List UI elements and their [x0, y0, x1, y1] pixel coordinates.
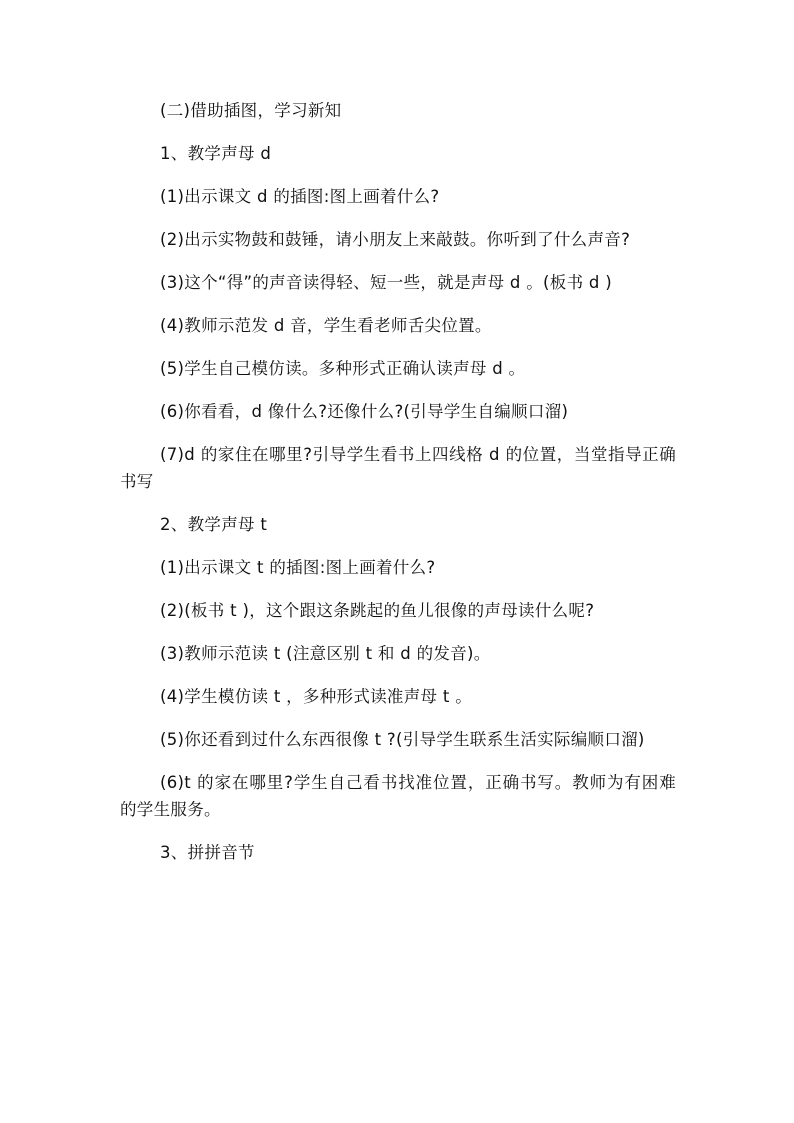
paragraph: (3)这个“得”的声音读得轻、短一些，就是声母 d 。(板书 d ) [160, 273, 612, 292]
document-body [120, 97, 676, 882]
paragraph: (6)t 的家在哪里?学生自己看书找准位置，正确书写。教师为有困难的学生服务。 [120, 773, 676, 819]
paragraph: (7)d 的家住在哪里?引导学生看书上四线格 d 的位置，当堂指导正确书写 [120, 445, 676, 491]
paragraph: (4)教师示范发 d 音，学生看老师舌尖位置。 [160, 316, 492, 335]
paragraph: (2)出示实物鼓和鼓锤，请小朋友上来敲鼓。你听到了什么声音? [160, 230, 631, 249]
paragraph: (5)你还看到过什么东西很像 t ?(引导学生联系生活实际编顺口溜) [160, 730, 645, 749]
paragraph: (6)你看看，d 像什么?还像什么?(引导学生自编顺口溜) [160, 402, 569, 421]
paragraph: (2)(板书 t )，这个跟这条跳起的鱼儿很像的声母读什么呢? [160, 601, 595, 620]
subsection-heading: 1、教学声母 d [160, 144, 272, 163]
section-heading: (二)借助插图，学习新知 [160, 101, 342, 120]
paragraph: (1)出示课文 d 的插图:图上画着什么? [160, 187, 440, 206]
paragraph: (1)出示课文 t 的插图:图上画着什么? [160, 558, 436, 577]
subsection-heading: 3、拼拼音节 [160, 843, 255, 862]
paragraph: (4)学生模仿读 t ，多种形式读准声母 t 。 [160, 687, 472, 706]
paragraph: (3)教师示范读 t (注意区别 t 和 d 的发音)。 [160, 644, 491, 663]
subsection-heading: 2、教学声母 t [160, 515, 268, 534]
paragraph: (5)学生自己模仿读。多种形式正确认读声母 d 。 [160, 359, 526, 378]
